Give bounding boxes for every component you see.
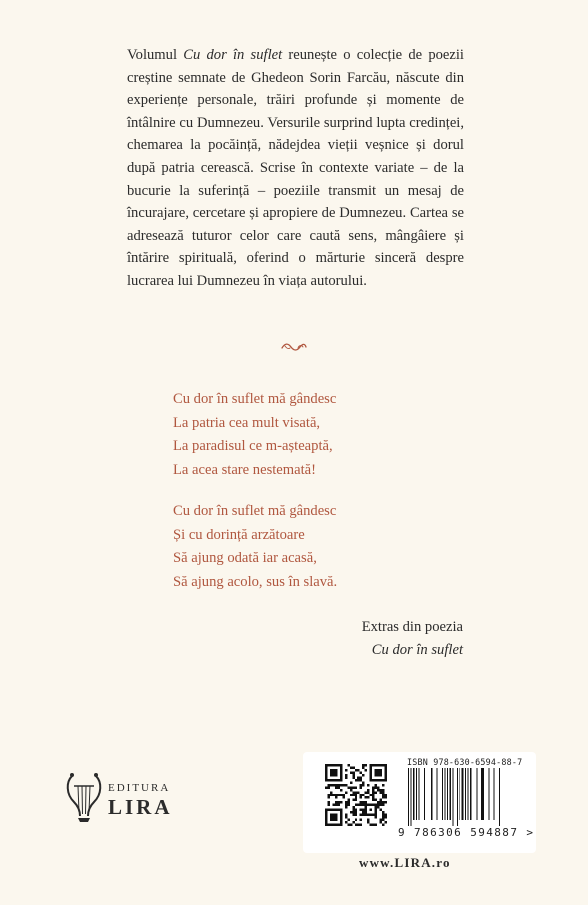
description-body: reunește o colecție de poezii creștine semnate de Ghedeon Sorin Farcău, născute din experiențe personale, trăiri profunde și momente de întâlnire cu Dumnezeu. Versurile surprind lupta credinței, chemarea la pocăință, nădejdea vieții veșnice și dorul după patria cerească. Scrise în contexte variate – de la bucurie la suferință – poeziile transmit un mesaj de încurajare, cercetare și apropiere de Dumnezeu. Cartea se adresează tuturor celor care caută sens, mângâiere și întărire spirituală, oferind o mărturie sinceră despre lucrarea lui Dumnezeu în viața autorului. — [127, 47, 464, 289]
poem-line: Să ajung odată iar acasă, — [173, 550, 317, 566]
publisher-logo — [64, 768, 194, 828]
poem-line: Să ajung acolo, sus în slavă. — [173, 573, 338, 590]
poem-stanza-2 — [173, 500, 433, 594]
ean-number: 9 786306 594887 > — [398, 826, 535, 839]
poem-line: La acea stare nestemată! — [173, 461, 317, 478]
extract-attribution — [362, 616, 463, 662]
poem-line: Cu dor în suflet mă gândesc — [173, 503, 337, 519]
isbn-barcode-panel — [303, 752, 536, 853]
publisher-website: www.LIRA.ro — [359, 855, 451, 870]
poem-stanza-1 — [173, 388, 433, 482]
description-intro: Volumul — [127, 47, 184, 63]
publisher-label: EDITURA — [108, 782, 171, 794]
extract-prefix: Extras din poezia — [361, 619, 463, 635]
lyre-icon — [64, 768, 104, 828]
extract-title: Cu dor în suflet — [371, 642, 463, 658]
poem-line: Și cu dorință arzătoare — [173, 526, 305, 543]
poem-line: Cu dor în suflet mă gândesc — [173, 391, 337, 407]
description-book-title: Cu dor în suflet — [183, 47, 283, 63]
poem-line: La patria cea mult visată, — [173, 414, 321, 431]
isbn-label: ISBN 978-630-6594-88-7 — [407, 757, 523, 767]
swirl-ornament-icon — [280, 340, 308, 354]
poem-line: La paradisul ce m-așteaptă, — [173, 438, 333, 454]
publisher-name: LIRA — [108, 795, 173, 819]
book-description — [127, 44, 464, 293]
barcode-icon — [407, 768, 529, 826]
qr-code-icon — [325, 764, 387, 826]
